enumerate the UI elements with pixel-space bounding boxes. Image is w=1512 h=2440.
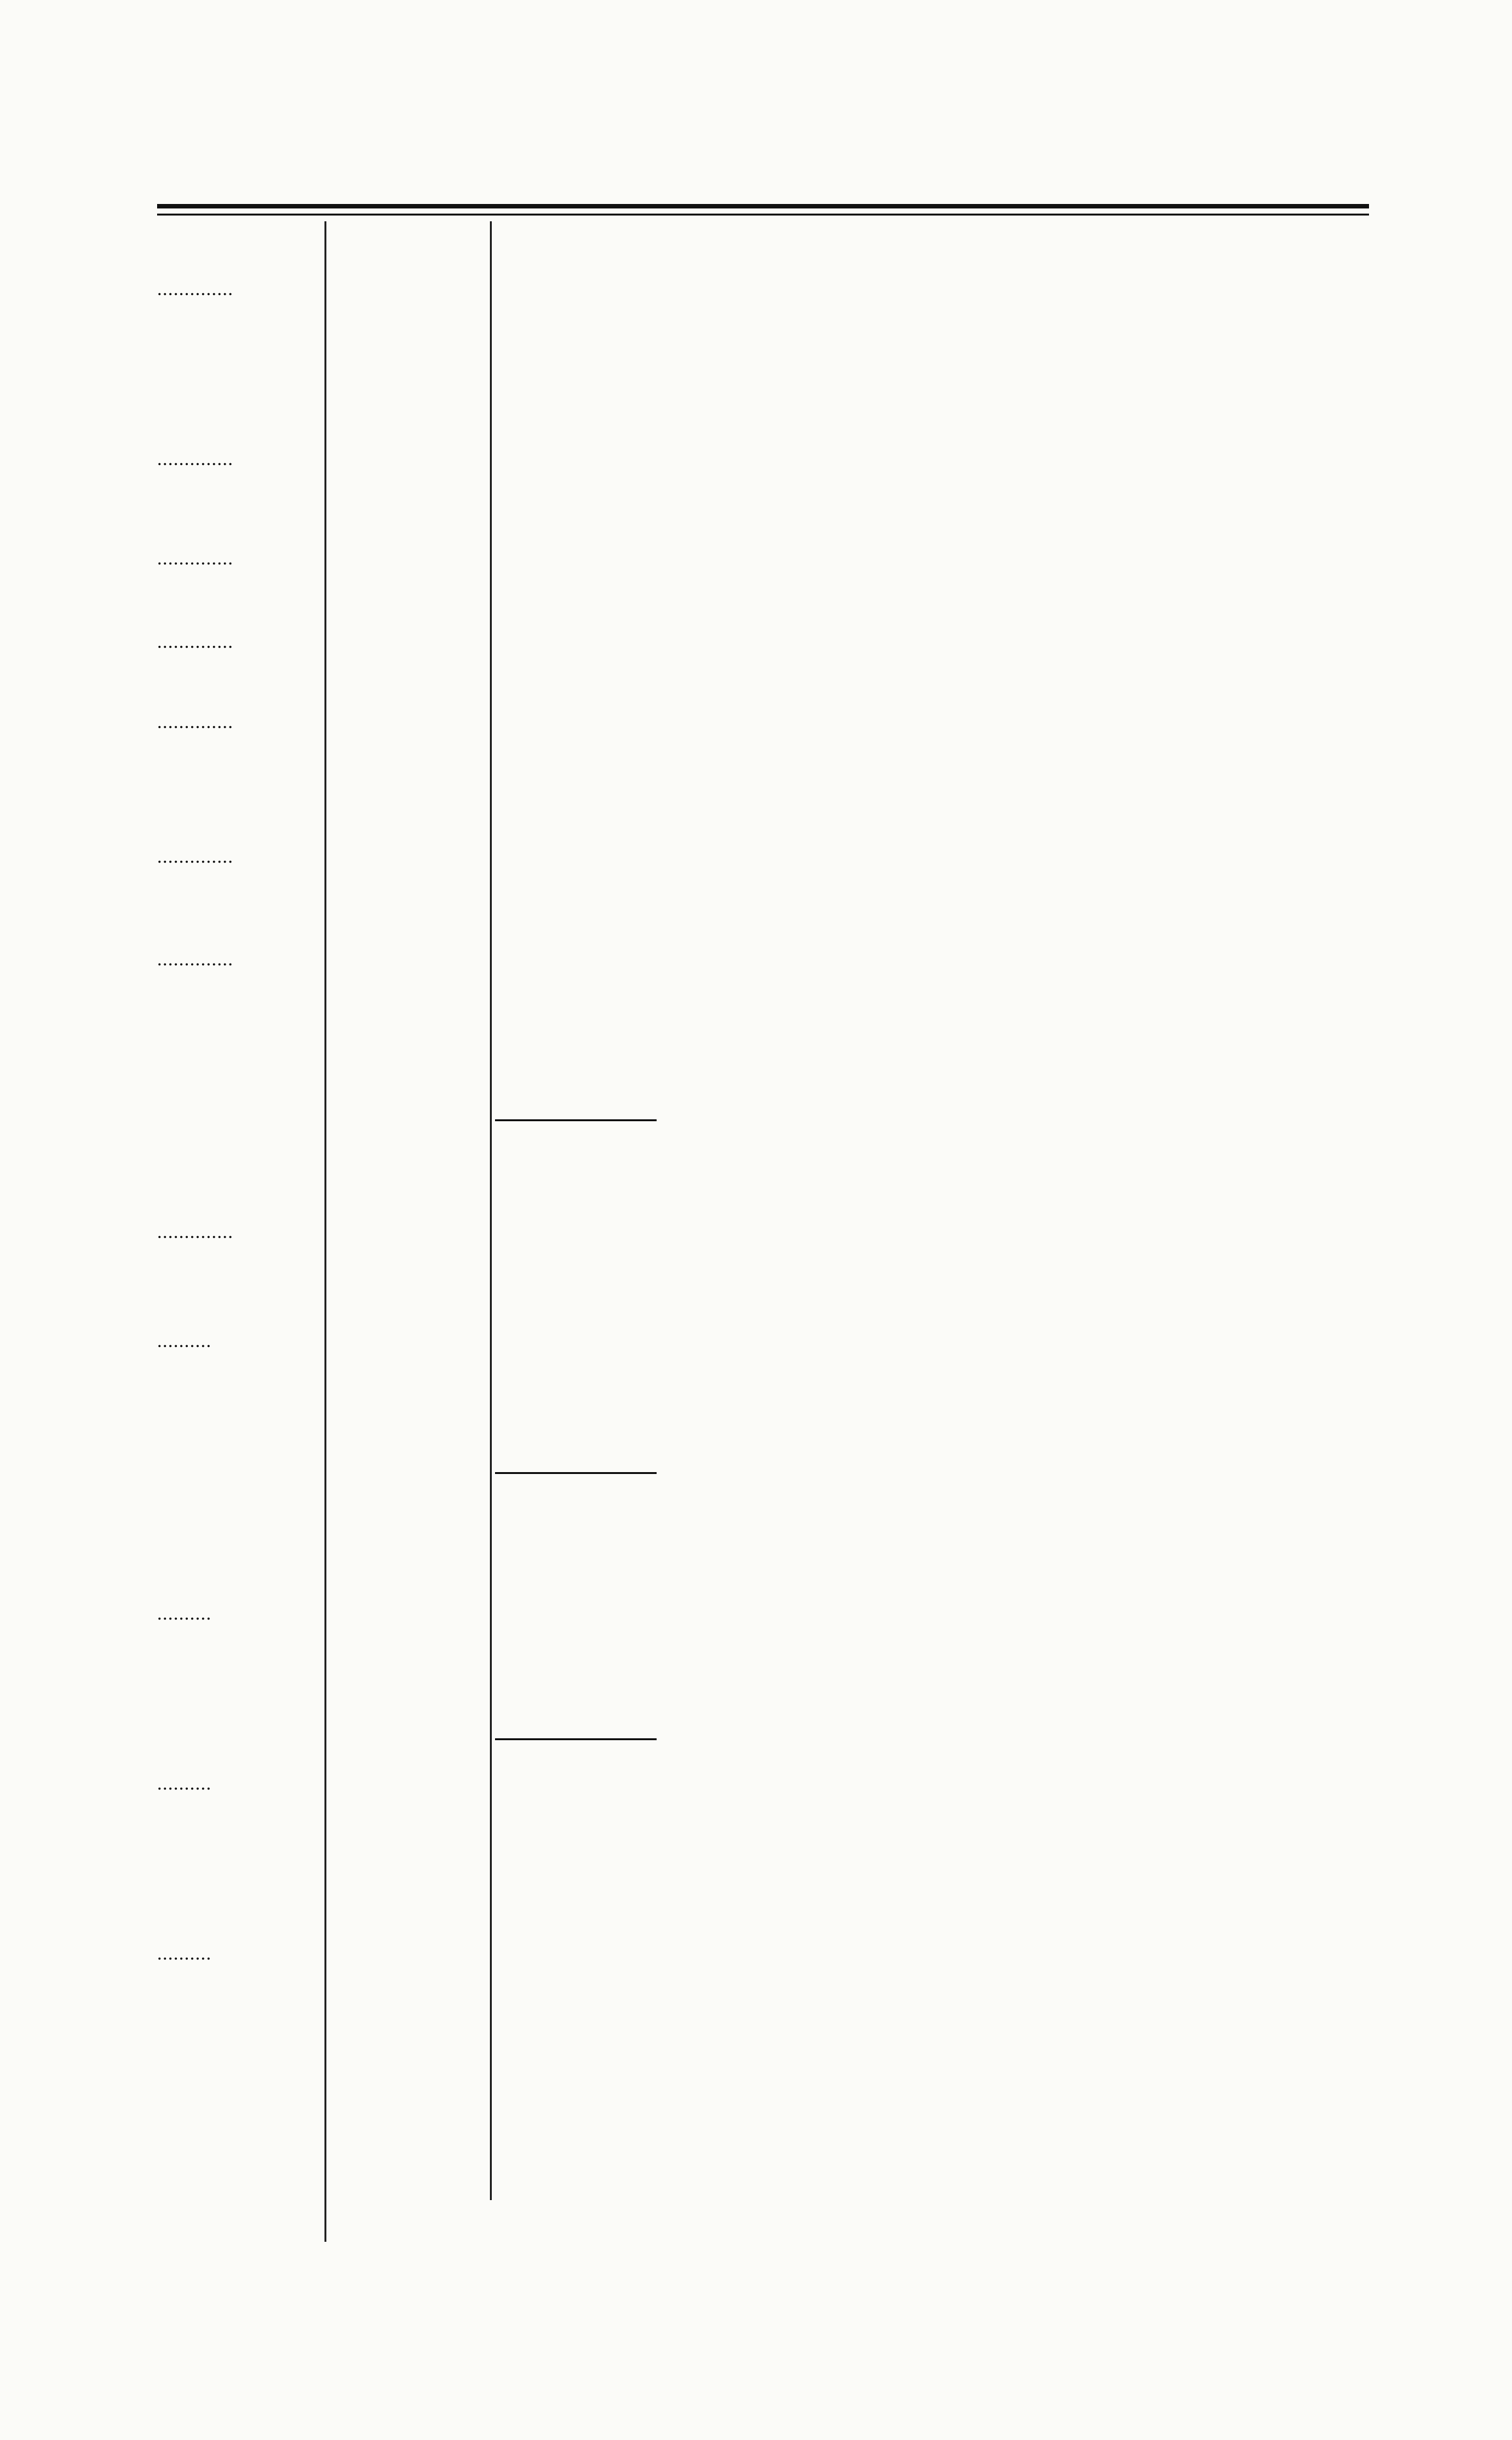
leader-dots: .............. bbox=[157, 631, 233, 652]
leader-dots: .......... bbox=[157, 1773, 212, 1794]
column-divider-date bbox=[490, 221, 492, 2200]
column-divider-letter bbox=[324, 221, 326, 2242]
header-rule-thick bbox=[157, 204, 1369, 208]
leader-dots: .............. bbox=[157, 1221, 233, 1242]
entry-letter bbox=[157, 1206, 233, 1251]
entry-letter bbox=[157, 532, 233, 578]
entry-letter bbox=[157, 1927, 212, 1973]
leader-dots: .............. bbox=[157, 278, 233, 300]
entry-letter bbox=[157, 1758, 212, 1803]
ditto-dash bbox=[495, 1472, 657, 1474]
entry-letter bbox=[157, 831, 233, 876]
header-rule-thin bbox=[157, 214, 1369, 216]
item-description bbox=[495, 1104, 1368, 1131]
item-description bbox=[495, 1457, 1368, 1484]
entry-letter bbox=[157, 616, 233, 661]
item-description bbox=[495, 1723, 1368, 1750]
leader-dots: .......... bbox=[157, 1603, 212, 1624]
page-header bbox=[157, 131, 1369, 196]
leader-dots: .............. bbox=[157, 711, 233, 733]
leader-dots: .......... bbox=[157, 1943, 212, 1964]
ditto-dash bbox=[495, 1738, 657, 1740]
entry-letter bbox=[157, 933, 233, 979]
entry-letter bbox=[157, 1315, 212, 1360]
leader-dots: .............. bbox=[157, 846, 233, 867]
entry-letter bbox=[157, 433, 233, 479]
entry-letter bbox=[157, 696, 233, 741]
entry-letter bbox=[157, 263, 233, 309]
ditto-dash bbox=[495, 1119, 657, 1121]
leader-dots: .............. bbox=[157, 949, 233, 970]
entry-letter bbox=[157, 1588, 212, 1633]
leader-dots: .......... bbox=[157, 1330, 212, 1351]
leader-dots: .............. bbox=[157, 448, 233, 470]
leader-dots: .............. bbox=[157, 548, 233, 569]
